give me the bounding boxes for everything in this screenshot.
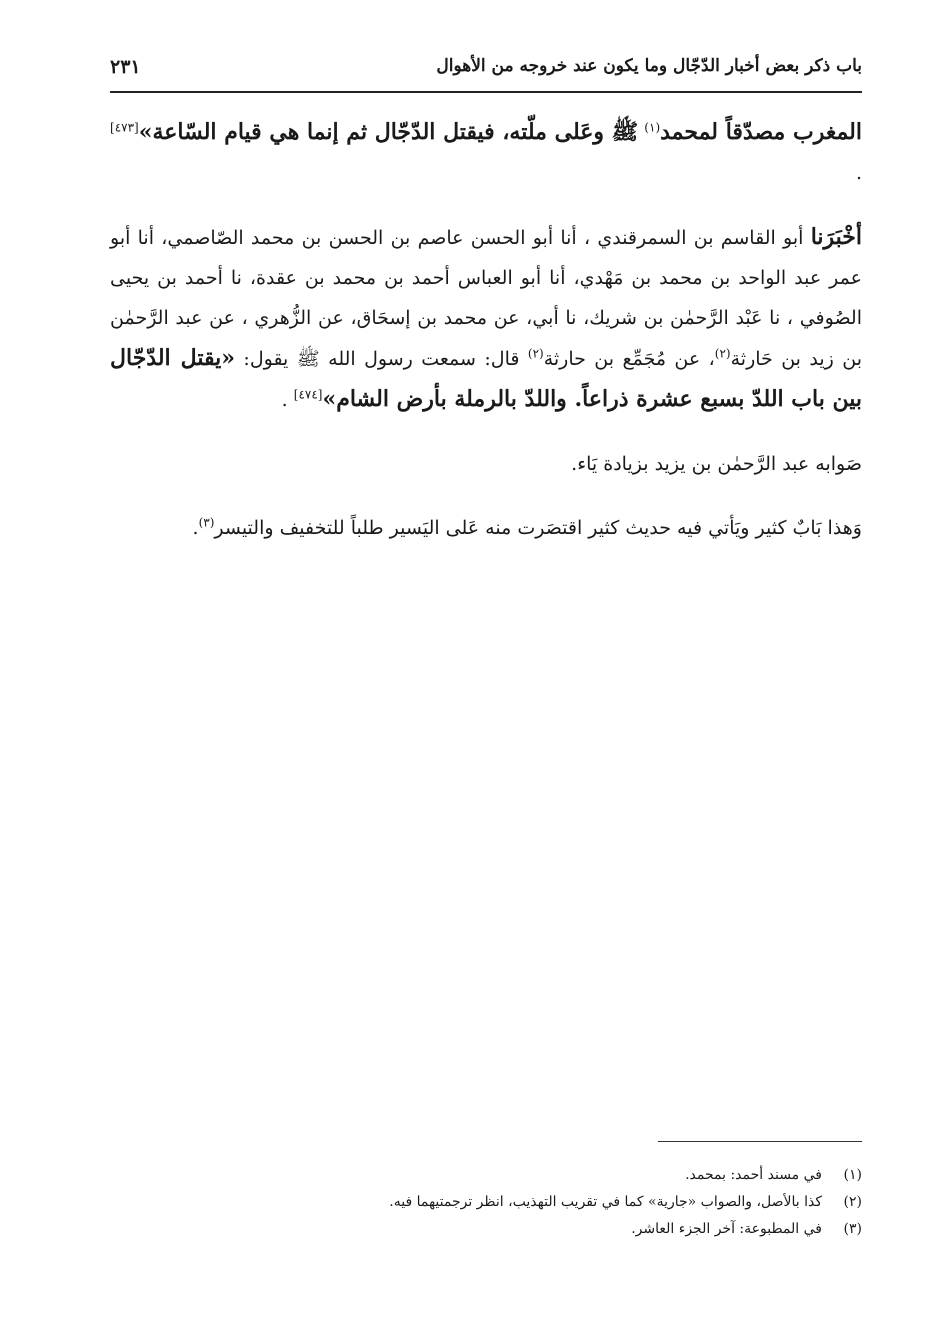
hadith-ref-474: [٤٧٤] (293, 387, 323, 402)
page-number: ٢٣١ (110, 56, 141, 78)
footnote-2 (110, 1189, 862, 1216)
paragraph-2 (110, 217, 862, 420)
paragraph-1-bold-start: المغرب مصدّقاً لمحمد (660, 119, 862, 145)
akhbarana-lead: أخْبَرَنا (810, 224, 863, 250)
footnote-ref-1: (١) (644, 120, 661, 135)
paragraph-1 (110, 112, 862, 193)
isnad-text-c: قال: سمعت رسول الله ﷺ يقول: (243, 348, 520, 370)
running-header (110, 50, 862, 90)
footnote-1-text: في مسند أحمد: بمحمد. (685, 1167, 822, 1183)
footnote-3-text: في المطبوعة: آخر الجزء العاشر. (631, 1221, 822, 1237)
paragraph-4 (110, 508, 862, 548)
hadith-quote: «يقتل الدّجّال بين باب اللدّ بسبع عشرة ذراعاً. واللدّ بالرملة بأرض الشام» (110, 345, 862, 412)
correction-note: صَوابه عبد الرَّحمٰن بن يزيد بزيادة يَاء. (571, 453, 862, 475)
paragraph-3 (110, 444, 862, 484)
header-rule (110, 91, 862, 93)
footnote-2-text: كذا بالأصل، والصواب «جارية» كما في تقريب التهذيب، انظر ترجمتيهما فيه. (389, 1194, 822, 1210)
footnote-2-mark: (٢) (843, 1194, 862, 1210)
isnad-text-b: ، عن مُجَمِّع بن حارثة (543, 348, 715, 370)
footnotes (110, 1162, 862, 1243)
paragraph-2-tail: . (281, 389, 288, 411)
footnote-3-mark: (٣) (843, 1221, 862, 1237)
paragraph-1-tail: . (855, 162, 862, 184)
chapter-title: باب ذكر بعض أخبار الدّجّال وما يكون عند خروجه من الأهوال (436, 56, 862, 76)
closing-text: وَهذا بَابٌ كثير ويَأتي فيه حديث كثير اقتصَرت منه عَلى اليَسير طلباً للتخفيف والتيسر (214, 517, 862, 539)
isnad-text-a: أبو القاسم بن السمرقندي ، أنا أبو الحسن عاصم بن الحسن بن محمد الصّاصمي، أنا أبو عمر عبد الواحد بن محمد بن مَهْدي، أنا أبو العباس أحمد بن محمد بن عقدة، نا أحمد بن يحيى الصُوفي ، نا عَبْد الرَّحمٰن بن شريك، نا أبي، عن محمد بن إسحَاق، عن الزُّهري ، عن عبد الرَّحمٰن بن زيد بن حَارثة (110, 227, 862, 370)
footnote-rule (658, 1141, 862, 1142)
paragraph-1-bold-end: ﷺ وعَلى ملّته، فيقتل الدّجّال ثم إنما هي قيام السّاعة» (138, 119, 639, 145)
footnote-1-mark: (١) (843, 1167, 862, 1183)
footnote-ref-2b: (٢) (527, 346, 544, 361)
footnote-ref-2a: (٢) (714, 346, 731, 361)
footnote-ref-3: (٣) (198, 515, 215, 530)
footnote-3 (110, 1216, 862, 1243)
paragraph-4-tail: . (192, 517, 199, 539)
hadith-ref-473: [٤٧٣] (110, 120, 139, 135)
main-text (110, 112, 862, 572)
footnote-1 (110, 1162, 862, 1189)
